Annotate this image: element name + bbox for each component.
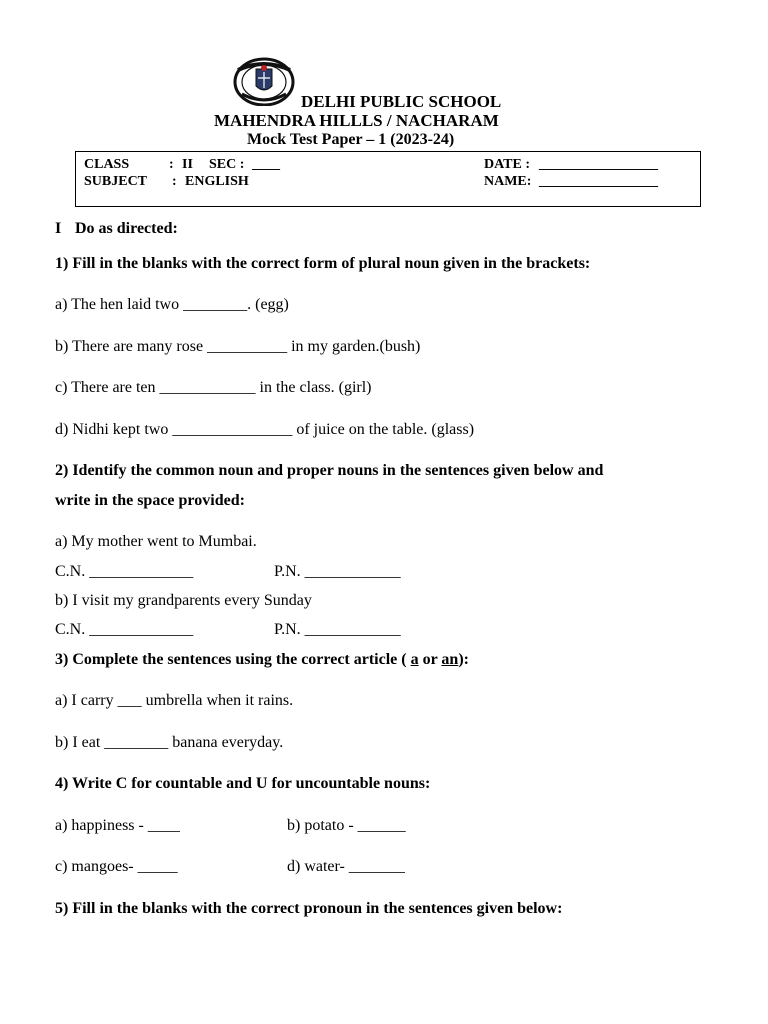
q3-heading-or: or [418, 651, 442, 668]
q3-heading-post: ): [458, 651, 469, 668]
class-sep: : [169, 157, 174, 172]
name-blank[interactable]: _________________ [539, 174, 658, 189]
q2-heading-line1: 2) Identify the common noun and proper nouns in the sentences given below and [55, 462, 604, 479]
sec-blank[interactable]: ____ [252, 157, 280, 172]
q4-item-c: c) mangoes- _____ [55, 858, 178, 875]
q2-b-proper-noun: P.N. ____________ [274, 621, 401, 638]
school-branch: MAHENDRA HILLLS / NACHARAM [214, 111, 499, 130]
subject-value: ENGLISH [185, 174, 249, 189]
paper-title: Mock Test Paper – 1 (2023-24) [247, 131, 455, 148]
section-number: I [55, 220, 62, 237]
class-value: II [182, 157, 193, 172]
q3-heading-pre: 3) Complete the sentences using the correct article ( [55, 651, 411, 668]
subject-sep: : [172, 174, 177, 189]
q2-item-a: a) My mother went to Mumbai. [55, 533, 257, 550]
sec-label: SEC : [209, 157, 245, 172]
q1-item-b: b) There are many rose __________ in my garden.(bush) [55, 338, 421, 355]
q4-heading: 4) Write C for countable and U for uncountable nouns: [55, 775, 431, 792]
date-label: DATE : [484, 157, 531, 172]
section-title: Do as directed: [75, 220, 178, 237]
q4-item-d: d) water- _______ [287, 858, 405, 875]
q3-item-a: a) I carry ___ umbrella when it rains. [55, 692, 294, 709]
q2-item-b: b) I visit my grandparents every Sunday [55, 592, 312, 609]
school-name: DELHI PUBLIC SCHOOL [301, 92, 502, 111]
q3-item-b: b) I eat ________ banana everyday. [55, 734, 284, 751]
subject-label: SUBJECT [84, 174, 148, 189]
q4-item-a: a) happiness - ____ [55, 817, 180, 834]
q5-heading: 5) Fill in the blanks with the correct pronoun in the sentences given below: [55, 900, 563, 917]
q2-b-common-noun: C.N. _____________ [55, 621, 194, 638]
q1-item-d: d) Nidhi kept two _______________ of juice on the table. (glass) [55, 421, 475, 438]
q2-a-common-noun: C.N. _____________ [55, 563, 194, 580]
q1-item-c: c) There are ten ____________ in the class. (girl) [55, 379, 372, 396]
q3-heading [55, 651, 469, 669]
article-a: a [410, 651, 419, 668]
q2-a-proper-noun: P.N. ____________ [274, 563, 401, 580]
school-logo [232, 56, 296, 106]
name-label: NAME: [484, 174, 532, 189]
date-blank[interactable]: _________________ [539, 157, 658, 172]
q1-heading: 1) Fill in the blanks with the correct form of plural noun given in the brackets: [55, 255, 591, 272]
q1-item-a: a) The hen laid two ________. (egg) [55, 296, 289, 313]
article-an: an [441, 651, 459, 668]
q2-heading-line2: write in the space provided: [55, 492, 245, 509]
q4-item-b: b) potato - ______ [287, 817, 406, 834]
class-label: CLASS [84, 157, 130, 172]
